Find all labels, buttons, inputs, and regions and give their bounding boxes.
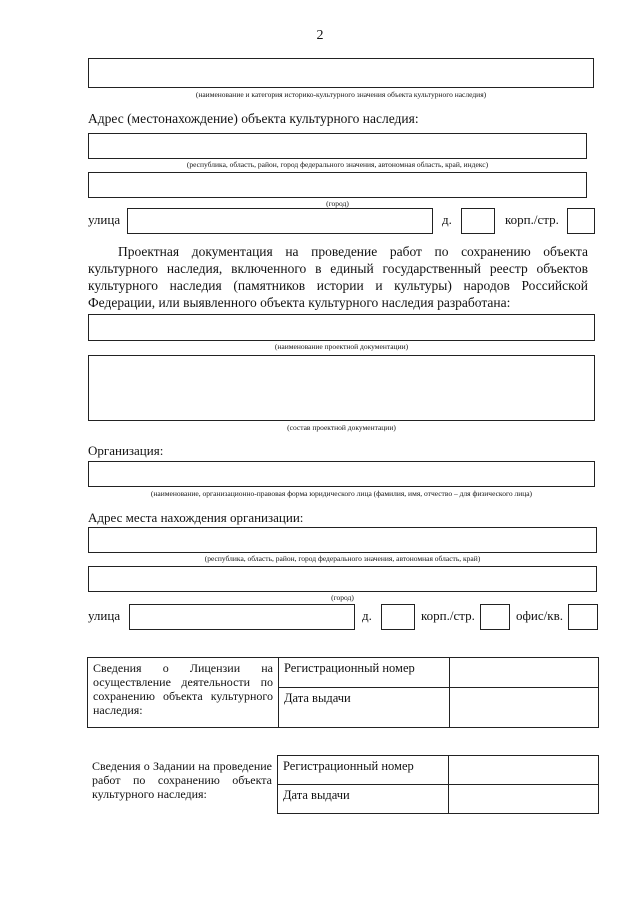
object-street-label: улица	[88, 212, 121, 227]
documentation-composition-field[interactable]	[88, 355, 595, 421]
page-number: 2	[316, 28, 324, 43]
documentation-name-field[interactable]	[88, 314, 595, 341]
organization-field[interactable]	[88, 461, 595, 487]
object-name-field[interactable]	[88, 58, 594, 88]
organization-region-caption: (республика, область, район, город федерального значения, автономная область, край)	[204, 554, 481, 563]
organization-building-label: корп./стр.	[421, 608, 475, 623]
assignment-description: Сведения о Задании на проведение работ по сохранению объекта культурного наследия:	[92, 758, 272, 801]
license-issue-date-field[interactable]	[450, 688, 599, 728]
organization-city-field[interactable]	[88, 566, 597, 592]
organization-street-field[interactable]	[129, 604, 355, 630]
license-reg-number-field[interactable]	[450, 658, 599, 688]
object-region-field[interactable]	[88, 133, 587, 159]
object-name-caption: (наименование и категория историко-культурного значения объекта культурного наследия)	[195, 90, 487, 99]
object-address-heading: Адрес (местонахождение) объекта культурного наследия:	[88, 111, 419, 126]
object-street-field[interactable]	[127, 208, 433, 234]
organization-caption: (наименование, организационно-правовая форма юридического лица (фамилия, имя, отчество – для физического лица)	[150, 489, 533, 498]
organization-region-field[interactable]	[88, 527, 597, 553]
license-issue-date-label: Дата выдачи	[279, 688, 450, 728]
documentation-composition-caption: (состав проектной документации)	[287, 423, 396, 432]
assignment-issue-date-field[interactable]	[449, 785, 599, 814]
assignment-table	[87, 755, 599, 814]
intro-paragraph	[88, 243, 588, 311]
organization-city-caption: (город)	[331, 593, 354, 602]
license-reg-number-label: Регистрационный номер	[279, 658, 450, 688]
license-description: Сведения о Лицензии на осуществление деятельности по сохранению объекта культурного наследия:	[88, 658, 279, 728]
organization-office-field[interactable]	[568, 604, 598, 630]
organization-house-label: д.	[362, 608, 372, 623]
object-house-field[interactable]	[461, 208, 495, 234]
object-city-field[interactable]	[88, 172, 587, 198]
object-building-label: корп./стр.	[505, 212, 559, 227]
organization-house-field[interactable]	[381, 604, 415, 630]
intro-text: Проектная документация на проведение работ по сохранению объекта культурного наследия, включенного в единый государственный реестр объектов культурного наследия (памятников истории и культуры) народов Российской Федерации, или выявленного объекта культурного наследия разработана:	[88, 244, 588, 310]
organization-street-label: улица	[88, 608, 121, 623]
organization-address-heading: Адрес места нахождения организации:	[88, 510, 304, 525]
license-table	[87, 657, 599, 728]
object-region-caption: (республика, область, район, город федерального значения, автономная область, край, индекс)	[186, 160, 489, 169]
assignment-reg-number-field[interactable]	[449, 756, 599, 785]
assignment-reg-number-label: Регистрационный номер	[278, 756, 449, 785]
object-house-label: д.	[442, 212, 452, 227]
object-city-caption: (город)	[326, 199, 349, 208]
object-building-field[interactable]	[567, 208, 595, 234]
assignment-issue-date-label: Дата выдачи	[278, 785, 449, 814]
organization-heading: Организация:	[88, 443, 164, 458]
organization-office-label: офис/кв.	[516, 608, 563, 623]
documentation-name-caption: (наименование проектной документации)	[274, 342, 409, 351]
organization-building-field[interactable]	[480, 604, 510, 630]
